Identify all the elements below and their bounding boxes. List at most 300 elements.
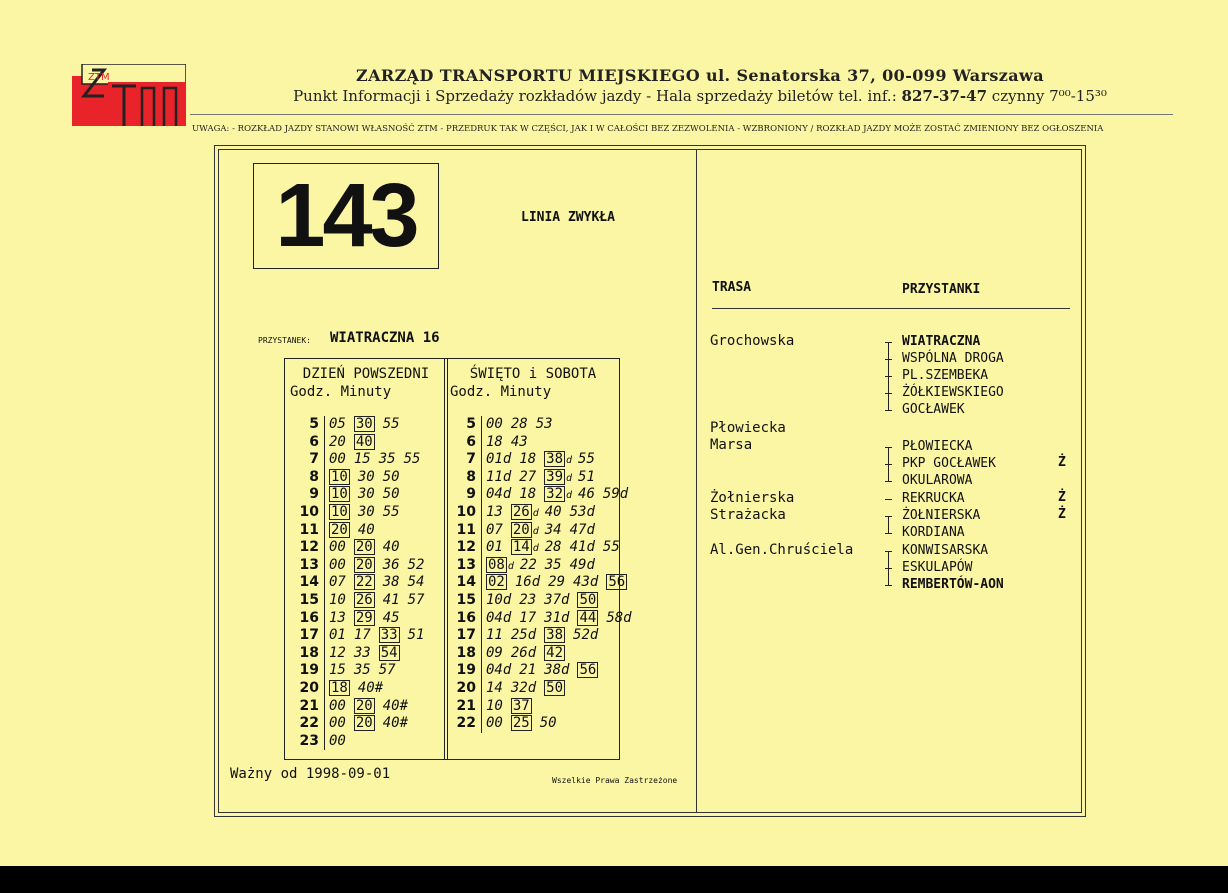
minute: 41 [382,591,400,608]
info-text: Punkt Informacji i Sprzedaży rozkładów jazdy - Hala sprzedaży biletów tel. inf.: [293,87,902,105]
minute-low-floor: 50 [579,591,597,608]
minutes-cell [486,451,603,470]
minutes-cell [329,469,408,487]
route-tick [885,481,892,482]
holiday-subtitle: Godz. Minuty [450,384,552,400]
hour-separator [481,645,482,663]
stop-item: KONWISARSKA [902,543,989,558]
hour-separator [324,469,325,487]
minute: 40# [357,679,384,696]
hour-cell: 16 [456,609,476,626]
hour-cell: 14 [456,574,476,591]
minutes-cell [329,486,408,504]
minute: 18 [519,486,537,503]
minute: 04d [486,609,512,626]
minute: 11d [486,468,512,485]
route-tick [885,533,892,534]
hour-separator [324,680,325,698]
minute-low-floor: 20 [355,556,373,573]
route-tick [885,499,892,500]
minute-low-floor: 44 [579,609,597,626]
minute-low-floor: 56 [608,574,626,591]
hour-cell: 13 [299,556,319,573]
hour-separator [481,715,482,733]
hour-separator [481,451,482,469]
minute-low-floor: 30 [355,416,373,432]
table-divider [444,358,445,760]
hour-cell: 10 [456,503,476,520]
minute: 26d [510,644,537,661]
hour-separator [481,486,482,504]
route-line [888,551,889,585]
hour-cell: 8 [466,468,476,485]
minute: 00 [329,556,346,573]
minute: 55 [602,539,620,556]
minutes-cell [486,627,606,645]
minute: 51 [578,468,595,485]
stop-name: WIATRACZNA 16 [330,330,440,346]
hour-cell: 22 [299,715,319,732]
minutes-cell [486,610,640,628]
minute: 00 [329,732,346,749]
minute: 55 [578,451,595,468]
hour-separator [481,557,482,575]
stop-item: REKRUCKA [902,491,965,506]
minute: 52 [407,556,425,573]
minute-low-floor: 26 [512,503,530,520]
minute-low-floor: 10 [331,503,348,520]
minute: 10d [486,591,512,608]
minute: 40 [544,503,562,520]
hour-cell: 21 [456,697,476,714]
minutes-cell [329,733,354,751]
line-number: 143 [253,163,439,269]
hour-cell: 23 [299,732,319,749]
hour-separator [324,504,325,522]
hour-cell: 7 [466,451,476,468]
minute: 50 [539,715,557,732]
minute-low-floor: 20 [331,521,348,538]
minute-suffix: d [507,560,514,572]
minute: 17 [353,627,371,644]
minute: 13 [329,609,346,626]
minute: 40 [382,539,400,556]
route-street: Strażacka [710,507,786,523]
minute-low-floor: 25 [512,715,530,732]
minutes-cell [329,557,432,575]
minute: 38d [544,662,570,679]
minute-suffix: d [532,543,539,555]
minute: 18 [519,451,537,468]
minute-low-floor: 20 [355,697,373,714]
minutes-cell [486,504,603,523]
hour-cell: 6 [309,433,319,450]
hour-separator [324,715,325,733]
minute: 27 [519,468,537,485]
minute: 43d [573,574,599,591]
minute: 57 [378,662,396,679]
minute: 58d [606,609,632,626]
minutes-cell [329,539,408,557]
minute-low-floor: 26 [355,591,373,608]
hour-cell: 15 [456,591,476,608]
hour-separator [481,539,482,557]
minute: 38 [382,574,400,591]
hour-cell: 5 [466,416,476,432]
minute-suffix: d [566,490,573,502]
minute: 00 [329,715,346,732]
hour-separator [324,592,325,610]
minutes-cell [486,557,603,576]
stop-item: PL.SZEMBEKA [902,368,989,383]
hour-separator [324,733,325,751]
minute: 49d [569,556,595,573]
hour-cell: 22 [456,715,476,732]
hour-separator [481,574,482,592]
minute: 01d [486,451,512,468]
minutes-cell [329,662,404,680]
minute: 01 [486,539,503,556]
minute: 37d [544,591,570,608]
hour-cell: 18 [456,644,476,661]
hour-separator [324,539,325,557]
hour-cell: 21 [299,697,319,714]
scan-border [0,866,1228,893]
minute-low-floor: 37 [512,697,530,714]
minute: 17 [519,609,537,626]
minute-low-floor: 10 [331,468,348,485]
minute-low-floor: 22 [355,574,373,591]
minute-low-floor: 38 [546,627,564,644]
copyright-notice: UWAGA: - ROZKŁAD JAZDY STANOWI WŁASNOŚĆ ZTM - PRZEDRUK TAK W CZĘŚCI, JAK I W CAŁOŚCI BEZ ZEZWOLENIA - WZBRONIONY / ROZKŁAD JAZDY MOŻE ZOSTAĆ ZMIENIONY BEZ OGŁOSZENIA [192,124,1104,134]
line-type: LINIA ZWYKŁA [521,210,615,225]
minute: 50 [382,486,400,503]
minute-low-floor: 50 [546,679,564,696]
minutes-cell [329,715,416,733]
minutes-cell [329,451,428,469]
minute: 45 [382,609,400,626]
hour-cell: 19 [456,662,476,679]
minutes-cell [486,715,565,733]
minute: 40# [382,715,409,732]
minute: 15 [329,662,346,679]
minute-low-floor: 20 [355,715,373,732]
hour-separator [481,662,482,680]
minute: 36 [382,556,400,573]
minute: 33 [353,644,371,661]
minute: 35 [378,451,396,468]
minute: 52d [573,627,599,644]
hour-cell: 9 [309,486,319,503]
minutes-cell [486,539,628,558]
minute: 51 [407,627,425,644]
hour-cell: 11 [456,521,476,538]
ztm-logo [72,64,186,126]
minute: 07 [486,521,503,538]
minutes-cell [329,698,416,716]
hour-cell: 12 [299,539,319,556]
holiday-title: ŚWIĘTO i SOBOTA [469,366,597,382]
minutes-cell [329,434,383,452]
minutes-cell [329,416,408,434]
stop-item: ŻÓŁKIEWSKIEGO [902,385,1004,400]
minute-suffix: d [532,525,539,537]
minutes-cell [486,680,573,698]
minute: 31d [544,609,570,626]
minute-low-floor: 14 [512,539,530,556]
stop-item: ESKULAPÓW [902,560,973,575]
hour-separator [481,627,482,645]
minute: 55 [382,416,400,432]
minute: 16d [514,574,541,591]
minutes-cell [329,504,408,522]
minute-low-floor: 38 [546,451,564,468]
hour-separator [324,662,325,680]
stop-item: WSPÓLNA DROGA [902,351,1004,366]
hour-separator [324,486,325,504]
minute: 09 [486,644,503,661]
stop-item: PŁOWIECKA [902,439,973,454]
hour-separator [324,574,325,592]
hour-cell: 8 [309,468,319,485]
hour-separator [481,592,482,610]
minute-low-floor: 32 [546,486,564,503]
hour-separator [324,522,325,540]
minutes-cell [486,486,636,505]
hour-cell: 20 [299,679,319,696]
route-tick [885,410,892,411]
minute: 30 [357,503,375,520]
weekday-subtitle: Godz. Minuty [290,384,392,400]
on-request-mark: Ż [1058,507,1066,522]
minute: 22 [519,556,537,573]
hour-separator [324,627,325,645]
minute: 43 [510,433,528,450]
stop-item: GOCŁAWEK [902,402,965,417]
hour-separator [481,504,482,522]
minute-low-floor: 20 [512,521,530,538]
minute: 34 [544,521,562,538]
hour-separator [481,469,482,487]
minute-low-floor: 42 [546,644,564,661]
minute: 07 [329,574,346,591]
minute: 25d [510,627,537,644]
minute: 11 [486,627,503,644]
minute: 47d [569,521,595,538]
valid-from: Ważny od 1998-09-01 [230,766,391,782]
minute: 10 [486,697,503,714]
org-address: ul. Senatorska 37, 00-099 Warszawa [706,66,1044,85]
hour-cell: 16 [299,609,319,626]
minutes-cell [486,416,561,434]
hour-separator [481,434,482,452]
minute: 50 [382,468,400,485]
route-line [888,516,889,533]
minute: 59d [602,486,629,503]
minute: 30 [357,486,375,503]
minute: 01 [329,627,346,644]
hour-cell: 13 [456,556,476,573]
stop-item: REMBERTÓW-AON [902,577,1004,592]
minute: 00 [329,451,346,468]
minute: 30 [357,468,375,485]
hour-separator [481,698,482,716]
info-line [260,87,1140,105]
route-tick [885,585,892,586]
hour-separator [324,698,325,716]
route-street: Płowiecka [710,420,786,436]
minute: 15 [353,451,371,468]
hour-cell: 7 [309,451,319,468]
hour-separator [324,557,325,575]
minutes-cell [486,522,603,541]
stops-header-line [712,308,1070,309]
minutes-cell [329,522,383,540]
info-hours: czynny 7⁰⁰-15³⁰ [987,87,1107,105]
minute: 04d [486,662,512,679]
minutes-cell [329,680,391,698]
org-header [330,66,1070,85]
hour-separator [481,610,482,628]
minute-low-floor: 08 [488,556,505,573]
info-phone: 827-37-47 [901,87,988,105]
hour-separator [324,416,325,434]
minute-low-floor: 40 [355,433,373,450]
minutes-cell [486,645,573,663]
minute-suffix: d [566,472,573,484]
minute: 20 [329,433,346,450]
logo-lettering: ZTM [88,72,110,83]
minutes-cell [329,627,432,645]
minutes-cell [486,662,606,680]
route-header: TRASA [712,280,752,295]
on-request-mark: Ż [1058,490,1066,505]
hour-separator [324,434,325,452]
stop-item: KORDIANA [902,525,965,540]
minute: 29 [548,574,566,591]
minute: 13 [486,503,503,520]
header-divider [190,114,1173,115]
minute-low-floor: 10 [331,486,348,503]
minute: 32d [510,679,537,696]
hour-cell: 10 [299,503,319,520]
minute: 14 [486,679,503,696]
minute: 28 [544,539,562,556]
minute: 57 [407,591,425,608]
minute-suffix: d [566,455,573,467]
minute-low-floor: 20 [355,539,373,556]
hour-cell: 18 [299,644,319,661]
route-line [888,447,889,481]
hour-cell: 19 [299,662,319,679]
minutes-cell [486,574,635,592]
minute: 35 [544,556,562,573]
minute-low-floor: 02 [488,574,505,591]
hour-separator [324,645,325,663]
minute: 40# [382,697,409,714]
minutes-cell [486,698,540,716]
hour-separator [481,416,482,434]
minute-low-floor: 18 [331,679,348,696]
minute: 00 [329,539,346,556]
minutes-cell [329,574,432,592]
minute-suffix: d [532,507,539,519]
minute-low-floor: 39 [546,468,564,485]
minute: 46 [578,486,595,503]
minute: 54 [407,574,425,591]
hour-cell: 5 [309,416,319,432]
minute-low-floor: 33 [380,627,398,644]
minutes-cell [486,434,536,452]
stop-item: PKP GOCŁAWEK [902,456,996,471]
minute: 00 [329,697,346,714]
org-name: ZARZĄD TRANSPORTU MIEJSKIEGO [356,66,701,85]
minutes-cell [329,592,432,610]
hour-cell: 12 [456,539,476,556]
minute: 00 [486,715,503,732]
minute: 21 [519,662,537,679]
rights-reserved: Wszelkie Prawa Zastrzeżone [552,776,678,785]
minute: 28 [510,416,528,432]
hour-cell: 6 [466,433,476,450]
minute-low-floor: 54 [380,644,398,661]
minute: 04d [486,486,512,503]
minutes-cell [486,592,606,610]
hour-cell: 17 [299,627,319,644]
table-divider [447,358,448,760]
minute: 23 [519,591,537,608]
route-street: Grochowska [710,333,795,349]
stop-item: WIATRACZNA [902,334,981,349]
minute: 53 [535,416,553,432]
minute: 12 [329,644,346,661]
stop-item: ŻOŁNIERSKA [902,508,981,523]
minute: 41d [569,539,595,556]
minute: 10 [329,591,346,608]
minute: 40 [357,521,375,538]
route-street: Marsa [710,437,753,453]
hour-cell: 14 [299,574,319,591]
route-street: Al.Gen.Chruściela [710,542,854,558]
panel-divider [696,149,697,813]
on-request-mark: Ż [1058,455,1066,470]
hour-cell: 9 [466,486,476,503]
minute: 55 [382,503,400,520]
hour-separator [481,522,482,540]
minute: 53d [569,503,595,520]
stop-label: PRZYSTANEK: [258,336,311,345]
hour-cell: 20 [456,679,476,696]
hour-separator [481,680,482,698]
hour-cell: 11 [299,521,319,538]
minute: 00 [486,416,503,432]
minute: 55 [403,451,421,468]
minutes-cell [329,610,408,628]
minute: 05 [329,416,346,432]
minutes-cell [486,469,603,488]
minute-low-floor: 56 [579,662,597,679]
weekday-title: DZIEŃ POWSZEDNI [302,366,430,382]
hour-cell: 15 [299,591,319,608]
hour-separator [324,610,325,628]
hour-separator [324,451,325,469]
minute: 35 [353,662,371,679]
minute-low-floor: 29 [355,609,373,626]
minutes-cell [329,645,408,663]
hour-cell: 17 [456,627,476,644]
stop-item: OKULAROWA [902,473,973,488]
route-street: Żołnierska [710,490,795,506]
